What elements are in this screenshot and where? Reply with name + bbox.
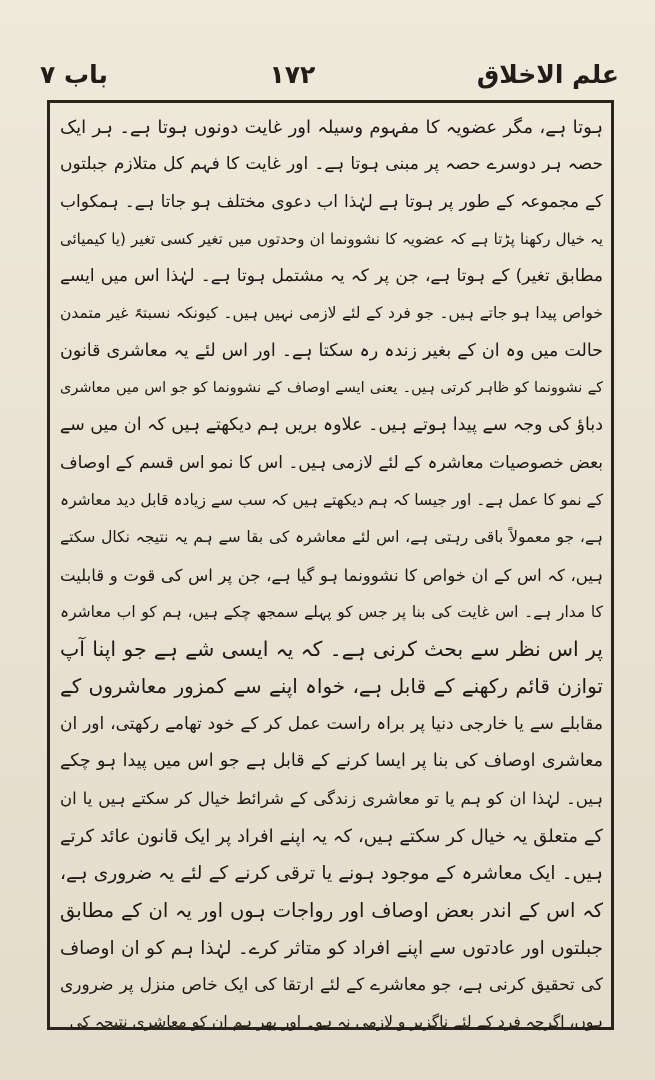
text-line: ہوتا ہے، مگر عضویہ کا مفہوم وسیلہ اور غایت دونوں ہوتا ہے۔ ہر ایک xyxy=(60,117,603,138)
text-line: ہیں، کہ اس کے ان خواص کا نشوونما ہو گیا ہے، جن پر اس کی قوت و قابلیت xyxy=(60,565,603,585)
running-title: علم الاخلاق xyxy=(476,59,619,89)
text-line: دباؤ کی وجہ سے پیدا ہوتے ہیں۔ علاوہ بریں ہم دیکھتے ہیں کہ ان میں سے xyxy=(60,415,603,436)
text-line: کے نشوونما کو ظاہر کرتی ہیں۔ یعنی ایسے اوصاف کے نشوونما کو جو اس میں معاشری xyxy=(60,380,603,397)
text-line: ہیں۔ لہٰذا ان کو ہم یا تو معاشری زندگی کے شرائط خیال کر سکتے ہیں یا ان xyxy=(60,789,603,809)
text-line: کا مدار ہے۔ اس غایت کی بنا پر جس کو پہلے سمجھ چکے ہیں، ہم کو اب معاشرہ xyxy=(60,602,603,621)
text-line: ہے، جو معمولاً باقی رہتی ہے، اس لئے معاشرہ کی بقا سے ہم یہ نتیجہ نکال سکتے xyxy=(60,528,603,547)
text-line: حصہ ہر دوسرے حصہ پر مبنی ہوتا ہے۔ اور غایت کا فہم کل متلازم جبلتوں xyxy=(60,154,603,175)
text-line: مقابلے سے یا خارجی دنیا پر براہ راست عمل کر کے خود تھامے رکھتی، اور ان xyxy=(60,713,603,734)
text-line: ہیں۔ ایک معاشرہ کے موجود ہونے یا ترقی کرنے کے لئے یہ ضروری ہے، xyxy=(60,862,603,884)
chapter-label: باب ۷ xyxy=(40,59,108,89)
text-line: یہ خیال رکھنا پڑتا ہے کہ عضویہ کا نشوونما ان وحدتوں میں تغیر کسی تغیر (یا کیمیائی xyxy=(60,229,603,248)
text-line: جبلتوں اور عادتوں سے اپنے افراد کو متاثر کرے۔ لہٰذا ہم کو ان اوصاف xyxy=(60,937,603,959)
text-line: توازن قائم رکھنے کے قابل ہے، خواہ اپنے سے کمزور معاشروں کے xyxy=(60,674,603,699)
text-frame xyxy=(47,100,614,1030)
text-line: حالت میں وہ ان کے بغیر زندہ رہ سکتا ہے۔ اور اس لئے یہ معاشری قانون xyxy=(60,340,603,361)
text-line: مطابق تغیر) کے ہوتا ہے، جن پر کہ یہ مشتمل ہوتا ہے۔ لہٰذا اس میں ایسے xyxy=(60,266,603,287)
text-line: کے متعلق یہ خیال کر سکتے ہیں، کہ یہ اپنے افراد پر ایک قانون عائد کرتے xyxy=(60,825,603,847)
text-line: کے مجموعہ کے طور پر ہوتا ہے لہٰذا اب دعوی مختلف ہو جاتا ہے۔ ہمکواب xyxy=(60,191,603,212)
body-text xyxy=(60,109,603,1032)
text-line: کے نمو کا عمل ہے۔ اور جیسا کہ ہم دیکھتے ہیں کہ سب سے زیادہ قابل دید معاشرہ xyxy=(60,490,603,509)
text-line: کہ اس کے اندر بعض اوصاف اور رواجات ہوں اور یہ ان کے مطابق xyxy=(60,899,603,923)
text-line: پر اس نظر سے بحث کرنی ہے۔ کہ یہ ایسی شے ہے جو اپنا آپ xyxy=(60,637,603,662)
text-line: کی تحقیق کرنی ہے، جو معاشرے کے لئے ارتقا کی ایک خاص منزل پر ضروری xyxy=(60,974,603,995)
text-line: معاشری اوصاف کی بنا پر ایسا کرنے کے قابل ہے جو اس میں پیدا ہو چکے xyxy=(60,751,603,772)
text-line: ہوں، اگرچہ فرد کے لئے ناگزیر و لازمی نہ ہو۔ اور پھر ہم ان کو معاشری نتیجہ کی xyxy=(69,1013,603,1032)
page-header xyxy=(40,54,619,94)
page-number: ۱۷۲ xyxy=(269,59,316,89)
text-line: بعض خصوصیات معاشرہ کے لئے لازمی ہیں۔ اس کا نمو اس قسم کے اوصاف xyxy=(60,452,603,473)
text-line: خواص پیدا ہو جاتے ہیں۔ جو فرد کے لئے لازمی نہیں ہیں۔ کیونکہ نسبتہً غیر متمدن xyxy=(60,304,603,323)
